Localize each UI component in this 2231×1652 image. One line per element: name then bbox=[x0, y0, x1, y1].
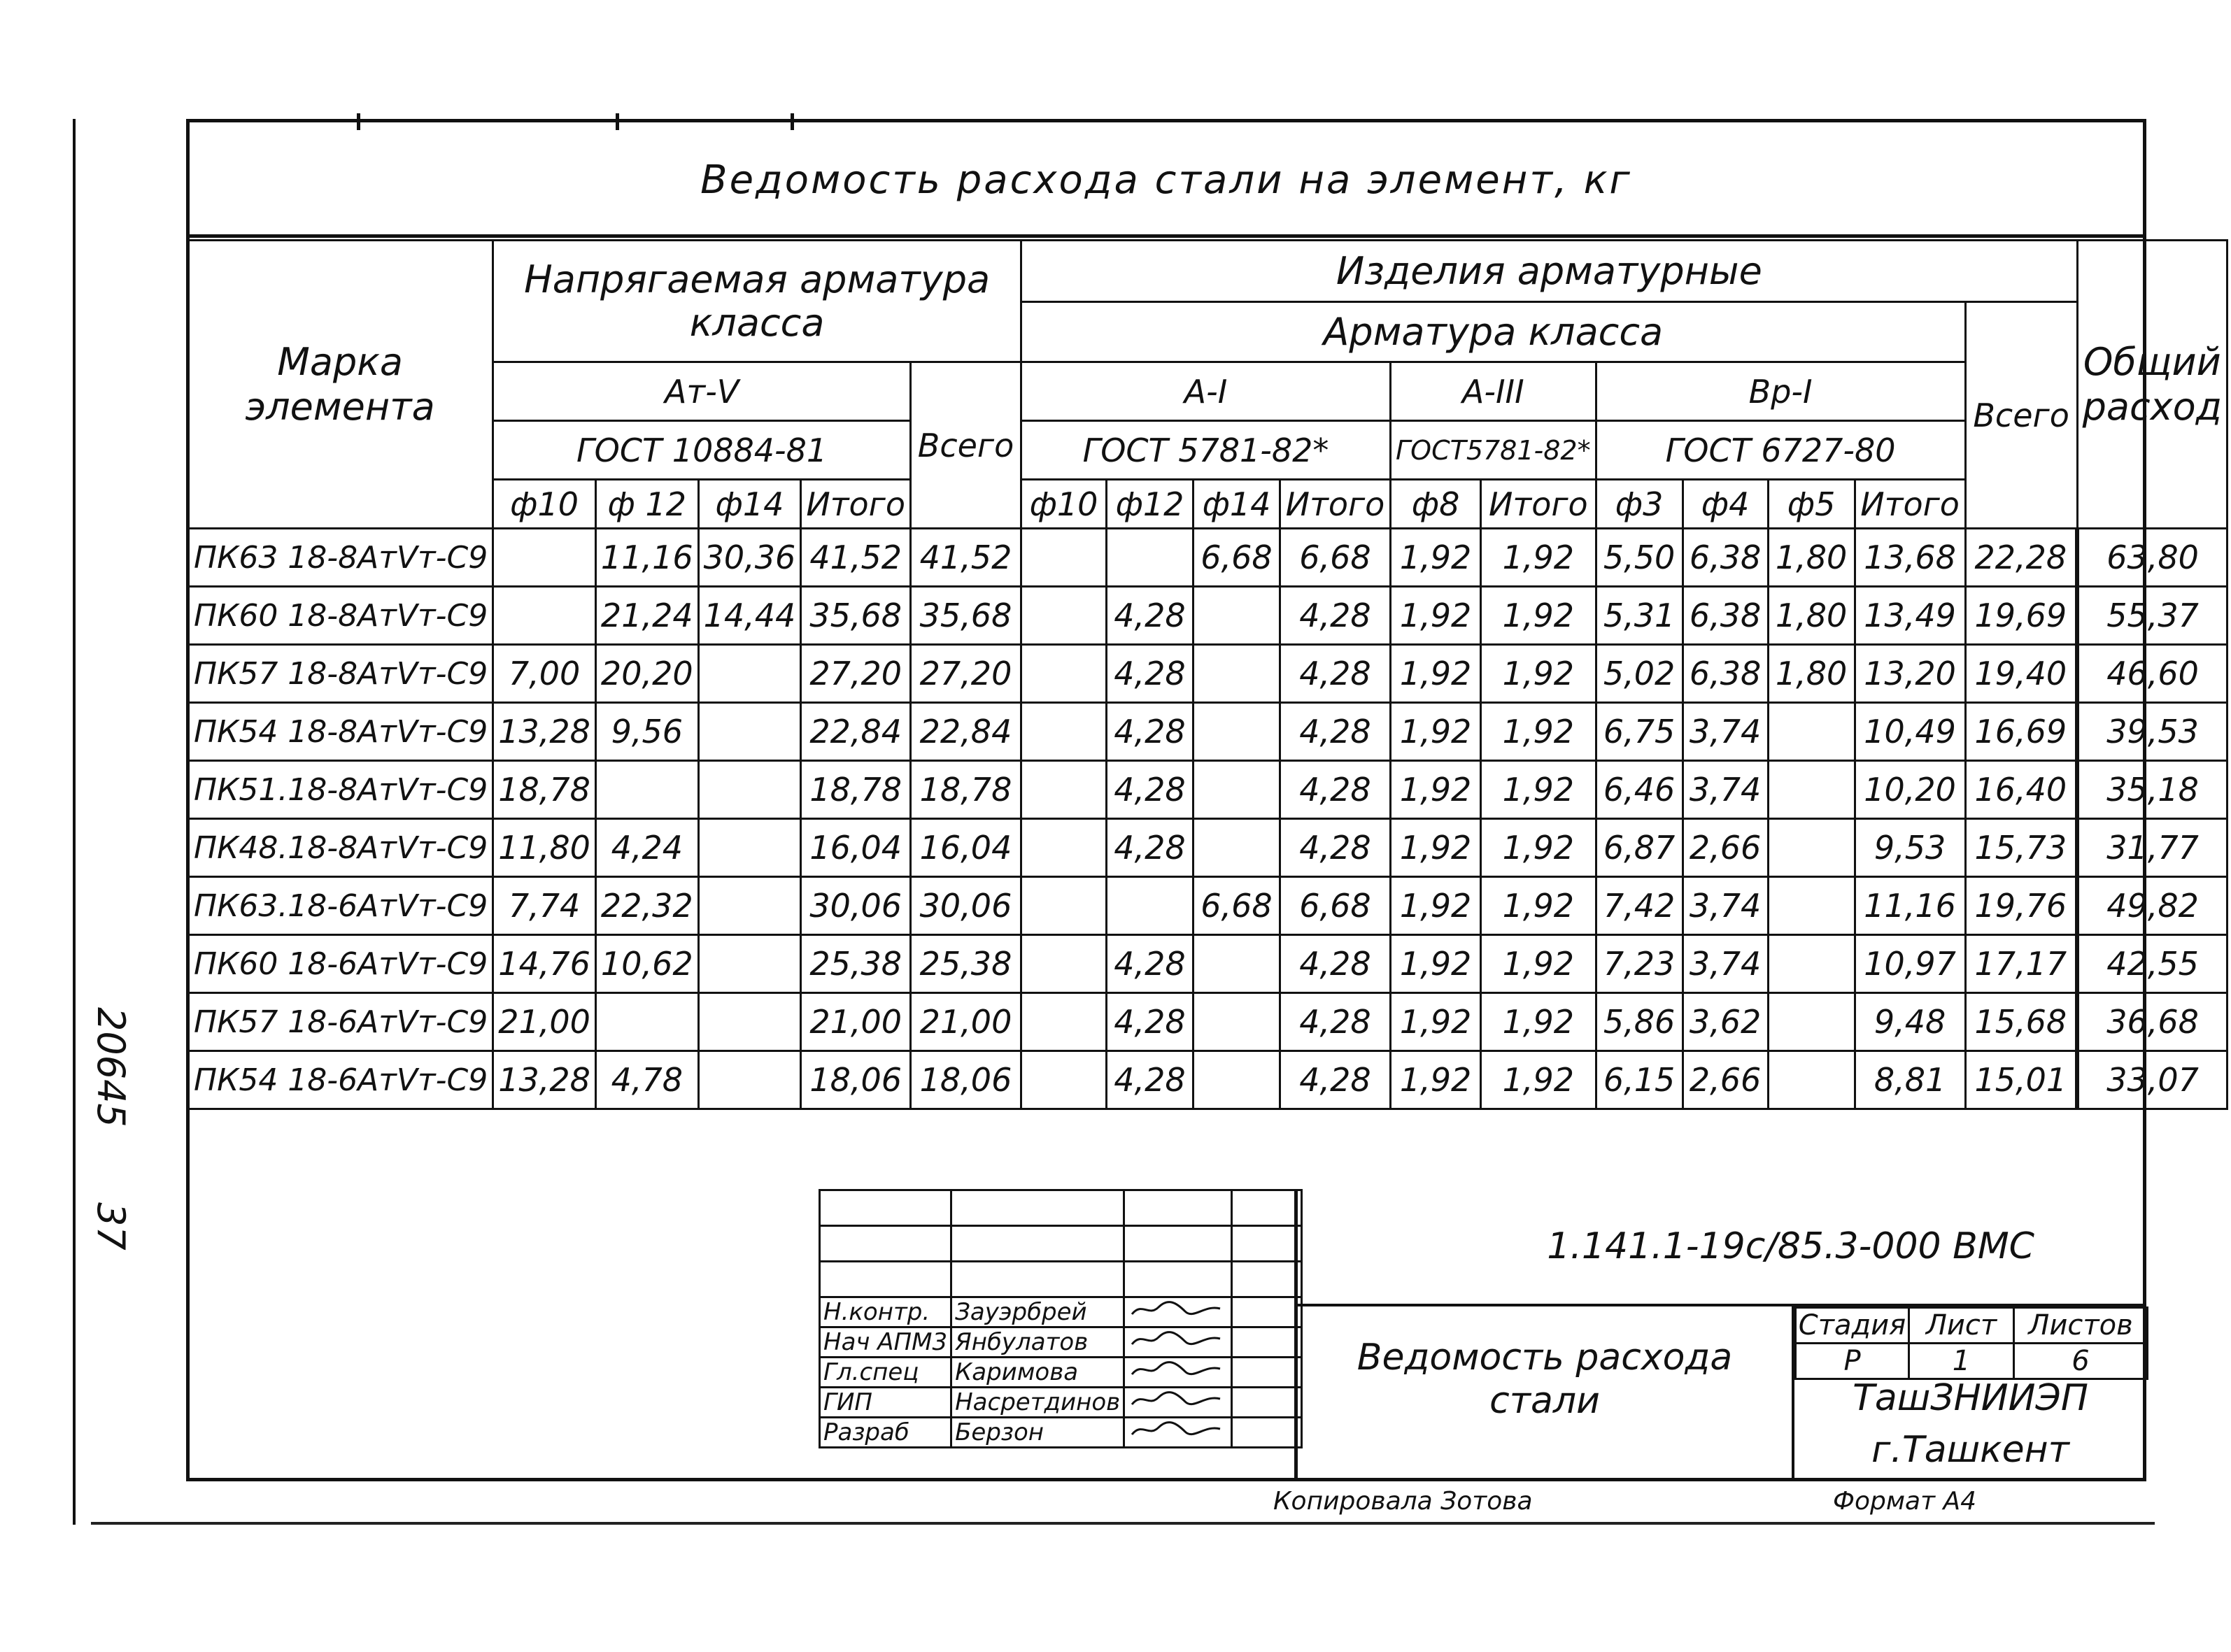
cell-value: 11,80 bbox=[493, 819, 596, 877]
cell-value: 4,28 bbox=[1107, 761, 1194, 819]
cell-value: 5,31 bbox=[1596, 587, 1683, 645]
cell-value: 16,40 bbox=[1965, 761, 2077, 819]
table-title: Ведомость расхода стали на элемент, кг bbox=[186, 126, 2146, 238]
header-class-aiii: А-III bbox=[1391, 362, 1596, 421]
cell-value bbox=[1768, 703, 1855, 761]
cell-value: 18,06 bbox=[911, 1051, 1021, 1109]
margin-line bbox=[73, 119, 76, 1525]
cell-value: 1,92 bbox=[1481, 529, 1596, 587]
cell-value: 13,49 bbox=[1855, 587, 1965, 645]
cell-value: 5,50 bbox=[1596, 529, 1683, 587]
header-tensioned-total: Всего bbox=[911, 362, 1021, 529]
cell-value: 2,66 bbox=[1683, 1051, 1768, 1109]
cell-value bbox=[1768, 1051, 1855, 1109]
cell-value: 1,92 bbox=[1481, 761, 1596, 819]
cell-value bbox=[698, 1051, 801, 1109]
stage-label: Стадия bbox=[1796, 1308, 1909, 1344]
cell-value: 5,86 bbox=[1596, 993, 1683, 1051]
cell-value: 18,78 bbox=[911, 761, 1021, 819]
header-gost-atv: ГОСТ 10884-81 bbox=[493, 421, 911, 480]
cell-value: 25,38 bbox=[911, 935, 1021, 993]
cell-value: 8,81 bbox=[1855, 1051, 1965, 1109]
cell-value bbox=[698, 703, 801, 761]
cell-value: 1,92 bbox=[1481, 993, 1596, 1051]
cell-value bbox=[1194, 819, 1280, 877]
cell-value: 11,16 bbox=[595, 529, 698, 587]
table-row bbox=[187, 935, 2228, 993]
cell-value: 6,68 bbox=[1194, 877, 1280, 935]
signature bbox=[1124, 1358, 1232, 1388]
cell-value: 27,20 bbox=[911, 645, 1021, 703]
cell-value: 1,92 bbox=[1391, 993, 1481, 1051]
cell-value: 3,74 bbox=[1683, 877, 1768, 935]
col-aiii-d8: ф8 bbox=[1391, 480, 1481, 529]
cell-value: 6,68 bbox=[1280, 529, 1391, 587]
cell-value: 1,92 bbox=[1481, 877, 1596, 935]
cell-value: 1,92 bbox=[1391, 703, 1481, 761]
cell-value: 1,92 bbox=[1391, 645, 1481, 703]
cell-value: 9,56 bbox=[595, 703, 698, 761]
cell-value: 16,69 bbox=[1965, 703, 2077, 761]
cell-value: 7,42 bbox=[1596, 877, 1683, 935]
signature bbox=[1124, 1388, 1232, 1418]
stamp-blank-row bbox=[820, 1262, 1302, 1297]
organization-name: ТашЗНИИЭП bbox=[1853, 1377, 2088, 1419]
cell-value bbox=[1768, 877, 1855, 935]
cell-value: 30,06 bbox=[801, 877, 911, 935]
element-mark: ПК48.18-8АтVт-С9 bbox=[187, 819, 493, 877]
cell-value: 3,74 bbox=[1683, 761, 1768, 819]
cell-value: 1,92 bbox=[1391, 877, 1481, 935]
element-mark: ПК60 18-6АтVт-С9 bbox=[187, 935, 493, 993]
stamp-cell bbox=[951, 1226, 1124, 1262]
cell-value: 14,76 bbox=[493, 935, 596, 993]
cell-value: 1,92 bbox=[1391, 935, 1481, 993]
col-ai-subtotal: Итого bbox=[1280, 480, 1391, 529]
cell-value: 33,07 bbox=[2077, 1051, 2227, 1109]
cell-value: 63,80 bbox=[2077, 529, 2227, 587]
cell-value: 16,04 bbox=[801, 819, 911, 877]
cell-value bbox=[1768, 993, 1855, 1051]
cell-value: 21,00 bbox=[911, 993, 1021, 1051]
stamp-name: Насретдинов bbox=[951, 1388, 1124, 1418]
header-gost-ai: ГОСТ 5781-82* bbox=[1021, 421, 1391, 480]
copied-by: Копировала Зотова bbox=[1273, 1487, 1533, 1516]
stamp-blank-row bbox=[820, 1190, 1302, 1226]
cell-value: 6,46 bbox=[1596, 761, 1683, 819]
stamp-date bbox=[1232, 1388, 1302, 1418]
cell-value: 19,40 bbox=[1965, 645, 2077, 703]
sheets-label: Листов bbox=[2014, 1308, 2148, 1344]
header-gost-bpi: ГОСТ 6727-80 bbox=[1596, 421, 1965, 480]
cell-value: 4,28 bbox=[1280, 935, 1391, 993]
stamp-date bbox=[1232, 1418, 1302, 1448]
cell-value: 21,00 bbox=[801, 993, 911, 1051]
stamp-cell bbox=[820, 1226, 951, 1262]
cell-value: 1,80 bbox=[1768, 645, 1855, 703]
table-row bbox=[187, 993, 2228, 1051]
cell-value bbox=[698, 935, 801, 993]
header-total-consumption: Общий расход bbox=[2077, 241, 2227, 529]
cell-value: 4,28 bbox=[1280, 819, 1391, 877]
cell-value bbox=[1021, 935, 1107, 993]
cell-value: 1,92 bbox=[1391, 1051, 1481, 1109]
element-mark: ПК63.18-6АтVт-С9 bbox=[187, 877, 493, 935]
cell-value: 4,28 bbox=[1280, 703, 1391, 761]
element-mark: ПК60 18-8АтVт-С9 bbox=[187, 587, 493, 645]
header-tensioned: Напрягаемая арматура класса bbox=[493, 241, 1021, 362]
col-atv-d10: ф10 bbox=[493, 480, 596, 529]
stamp-cell bbox=[1232, 1190, 1302, 1226]
element-mark: ПК51.18-8АтVт-С9 bbox=[187, 761, 493, 819]
sheet-label: Лист bbox=[1909, 1308, 2014, 1344]
col-bpi-d3: ф3 bbox=[1596, 480, 1683, 529]
cell-value: 4,28 bbox=[1280, 645, 1391, 703]
stamp-cell bbox=[951, 1190, 1124, 1226]
signature-block bbox=[819, 1189, 1303, 1448]
cell-value: 6,75 bbox=[1596, 703, 1683, 761]
cell-value: 4,28 bbox=[1280, 761, 1391, 819]
cell-value: 7,74 bbox=[493, 877, 596, 935]
element-mark: ПК54 18-6АтVт-С9 bbox=[187, 1051, 493, 1109]
cell-value: 19,76 bbox=[1965, 877, 2077, 935]
cell-value bbox=[1194, 645, 1280, 703]
stamp-role: Нач АПМ3 bbox=[820, 1327, 951, 1358]
cell-value: 4,28 bbox=[1107, 645, 1194, 703]
document-title-line-1: Ведомость расхода bbox=[1357, 1337, 1733, 1379]
cell-value bbox=[1021, 819, 1107, 877]
header-rebar-class: Арматура класса bbox=[1021, 302, 1966, 362]
col-atv-d12: ф 12 bbox=[595, 480, 698, 529]
cell-value: 4,28 bbox=[1107, 703, 1194, 761]
document-title bbox=[1294, 1306, 1794, 1481]
table-row bbox=[187, 587, 2228, 645]
cell-value: 1,92 bbox=[1481, 1051, 1596, 1109]
cell-value: 4,24 bbox=[595, 819, 698, 877]
cell-value bbox=[1768, 819, 1855, 877]
stamp-date bbox=[1232, 1327, 1302, 1358]
cell-value: 20,20 bbox=[595, 645, 698, 703]
cell-value bbox=[1021, 703, 1107, 761]
stamp-name: Зауэрбрей bbox=[951, 1297, 1124, 1327]
cell-value bbox=[1194, 761, 1280, 819]
organization-city: г.Ташкент bbox=[1871, 1429, 2069, 1471]
stamp-row bbox=[820, 1388, 1302, 1418]
table-row bbox=[187, 819, 2228, 877]
cell-value bbox=[595, 993, 698, 1051]
cell-value: 1,92 bbox=[1391, 587, 1481, 645]
header-class-atv: Ат-V bbox=[493, 362, 911, 421]
signature bbox=[1124, 1327, 1232, 1358]
cell-value bbox=[1021, 587, 1107, 645]
cell-value bbox=[1021, 877, 1107, 935]
side-archive-number bbox=[89, 1007, 133, 1313]
cell-value: 2,66 bbox=[1683, 819, 1768, 877]
stamp-row bbox=[820, 1358, 1302, 1388]
cell-value: 46,60 bbox=[2077, 645, 2227, 703]
cell-value bbox=[1194, 587, 1280, 645]
bottom-line bbox=[91, 1522, 2155, 1525]
element-mark: ПК57 18-8АтVт-С9 bbox=[187, 645, 493, 703]
element-mark: ПК54 18-8АтVт-С9 bbox=[187, 703, 493, 761]
cell-value: 16,04 bbox=[911, 819, 1021, 877]
cell-value: 21,24 bbox=[595, 587, 698, 645]
cell-value: 30,36 bbox=[698, 529, 801, 587]
col-atv-d14: ф14 bbox=[698, 480, 801, 529]
stamp-cell bbox=[1232, 1262, 1302, 1297]
cell-value bbox=[698, 993, 801, 1051]
cell-value: 1,92 bbox=[1391, 819, 1481, 877]
cell-value: 6,15 bbox=[1596, 1051, 1683, 1109]
header-products: Изделия арматурные bbox=[1021, 241, 2078, 302]
cell-value: 22,32 bbox=[595, 877, 698, 935]
cell-value: 4,28 bbox=[1107, 1051, 1194, 1109]
stamp-cell bbox=[951, 1262, 1124, 1297]
cell-value: 18,78 bbox=[801, 761, 911, 819]
table-row bbox=[187, 877, 2228, 935]
cell-value: 3,62 bbox=[1683, 993, 1768, 1051]
cell-value: 6,87 bbox=[1596, 819, 1683, 877]
cell-value: 49,82 bbox=[2077, 877, 2227, 935]
cell-value: 14,44 bbox=[698, 587, 801, 645]
document-title-line-2: стали bbox=[1489, 1380, 1600, 1422]
document-code: 1.141.1-19с/85.3-000 ВМС bbox=[1294, 1189, 2146, 1306]
stamp-role: Гл.спец bbox=[820, 1358, 951, 1388]
cell-value bbox=[1021, 761, 1107, 819]
cell-value: 1,92 bbox=[1481, 935, 1596, 993]
cell-value: 1,80 bbox=[1768, 587, 1855, 645]
cell-value: 41,52 bbox=[801, 529, 911, 587]
cell-value: 4,28 bbox=[1107, 993, 1194, 1051]
stamp-name: Каримова bbox=[951, 1358, 1124, 1388]
cell-value bbox=[1021, 645, 1107, 703]
stamp-cell bbox=[1124, 1262, 1232, 1297]
cell-value: 15,01 bbox=[1965, 1051, 2077, 1109]
stamp-name: Янбулатов bbox=[951, 1327, 1124, 1358]
stamp-cell bbox=[820, 1190, 951, 1226]
cell-value: 25,38 bbox=[801, 935, 911, 993]
cell-value bbox=[1021, 993, 1107, 1051]
cell-value bbox=[698, 645, 801, 703]
cell-value: 10,97 bbox=[1855, 935, 1965, 993]
cell-value bbox=[493, 587, 596, 645]
table-row bbox=[187, 761, 2228, 819]
cell-value: 10,20 bbox=[1855, 761, 1965, 819]
cell-value: 22,84 bbox=[801, 703, 911, 761]
cell-value: 17,17 bbox=[1965, 935, 2077, 993]
cell-value: 6,68 bbox=[1280, 877, 1391, 935]
cell-value bbox=[1194, 993, 1280, 1051]
cell-value: 13,28 bbox=[493, 703, 596, 761]
steel-consumption-table bbox=[186, 239, 2228, 1110]
archive-page: 37 bbox=[89, 1202, 133, 1251]
cell-value bbox=[1194, 935, 1280, 993]
cell-value: 1,92 bbox=[1391, 529, 1481, 587]
cell-value: 3,74 bbox=[1683, 703, 1768, 761]
cell-value: 7,23 bbox=[1596, 935, 1683, 993]
cell-value: 22,28 bbox=[1965, 529, 2077, 587]
cell-value bbox=[1768, 761, 1855, 819]
cell-value: 55,37 bbox=[2077, 587, 2227, 645]
cell-value bbox=[595, 761, 698, 819]
cell-value: 1,92 bbox=[1391, 761, 1481, 819]
cell-value bbox=[698, 819, 801, 877]
archive-number: 20645 bbox=[89, 1007, 133, 1127]
cell-value: 27,20 bbox=[801, 645, 911, 703]
cell-value bbox=[698, 761, 801, 819]
cell-value bbox=[1768, 935, 1855, 993]
stamp-role: ГИП bbox=[820, 1388, 951, 1418]
organization bbox=[1794, 1372, 2146, 1481]
cell-value: 6,68 bbox=[1194, 529, 1280, 587]
cell-value bbox=[1194, 703, 1280, 761]
stamp-role: Разраб bbox=[820, 1418, 951, 1448]
cell-value: 9,53 bbox=[1855, 819, 1965, 877]
cell-value: 35,68 bbox=[801, 587, 911, 645]
stamp-row bbox=[820, 1418, 1302, 1448]
cell-value bbox=[1107, 529, 1194, 587]
cell-value bbox=[1107, 877, 1194, 935]
cell-value: 30,06 bbox=[911, 877, 1021, 935]
cell-value: 4,28 bbox=[1280, 1051, 1391, 1109]
cell-value: 18,78 bbox=[493, 761, 596, 819]
cell-value: 1,92 bbox=[1481, 645, 1596, 703]
cell-value: 22,84 bbox=[911, 703, 1021, 761]
cell-value: 21,00 bbox=[493, 993, 596, 1051]
cell-value: 35,68 bbox=[911, 587, 1021, 645]
stamp-cell bbox=[1124, 1226, 1232, 1262]
cell-value: 11,16 bbox=[1855, 877, 1965, 935]
cell-value bbox=[698, 877, 801, 935]
header-class-ai: А-I bbox=[1021, 362, 1391, 421]
cell-value bbox=[1021, 529, 1107, 587]
cell-value: 31,77 bbox=[2077, 819, 2227, 877]
cell-value: 13,20 bbox=[1855, 645, 1965, 703]
header-gost-aiii: ГОСТ5781-82* bbox=[1391, 421, 1596, 480]
table-row bbox=[187, 529, 2228, 587]
cell-value bbox=[1021, 1051, 1107, 1109]
cell-value bbox=[493, 529, 596, 587]
stamp-blank-row bbox=[820, 1226, 1302, 1262]
cell-value: 1,80 bbox=[1768, 529, 1855, 587]
cell-value: 5,02 bbox=[1596, 645, 1683, 703]
cell-value: 15,68 bbox=[1965, 993, 2077, 1051]
cell-value: 10,49 bbox=[1855, 703, 1965, 761]
sheet-value: 1 bbox=[1909, 1344, 2014, 1379]
cell-value: 6,38 bbox=[1683, 587, 1768, 645]
cell-value: 41,52 bbox=[911, 529, 1021, 587]
cell-value: 1,92 bbox=[1481, 587, 1596, 645]
cell-value: 13,68 bbox=[1855, 529, 1965, 587]
col-ai-d14: ф14 bbox=[1194, 480, 1280, 529]
stamp-row bbox=[820, 1327, 1302, 1358]
cell-value: 3,74 bbox=[1683, 935, 1768, 993]
stamp-date bbox=[1232, 1358, 1302, 1388]
header-class-bpi: Вр-I bbox=[1596, 362, 1965, 421]
cell-value: 4,28 bbox=[1280, 993, 1391, 1051]
cell-value: 6,38 bbox=[1683, 529, 1768, 587]
cell-value: 4,28 bbox=[1107, 819, 1194, 877]
header-products-total: Всего bbox=[1965, 302, 2077, 529]
table-row bbox=[187, 645, 2228, 703]
cell-value: 35,18 bbox=[2077, 761, 2227, 819]
cell-value: 42,55 bbox=[2077, 935, 2227, 993]
signature bbox=[1124, 1297, 1232, 1327]
cell-value: 10,62 bbox=[595, 935, 698, 993]
stamp-name: Берзон bbox=[951, 1418, 1124, 1448]
cell-value: 4,28 bbox=[1280, 587, 1391, 645]
cell-value: 7,00 bbox=[493, 645, 596, 703]
col-bpi-d5: ф5 bbox=[1768, 480, 1855, 529]
cell-value: 13,28 bbox=[493, 1051, 596, 1109]
cell-value: 39,53 bbox=[2077, 703, 2227, 761]
cell-value: 18,06 bbox=[801, 1051, 911, 1109]
cell-value: 19,69 bbox=[1965, 587, 2077, 645]
stamp-cell bbox=[1124, 1190, 1232, 1226]
cell-value: 4,78 bbox=[595, 1051, 698, 1109]
sheet-format: Формат А4 bbox=[1833, 1487, 1977, 1516]
table-row bbox=[187, 703, 2228, 761]
stage-sheet-table bbox=[1794, 1306, 2148, 1380]
cell-value: 9,48 bbox=[1855, 993, 1965, 1051]
cell-value bbox=[1194, 1051, 1280, 1109]
col-ai-d12: ф12 bbox=[1107, 480, 1194, 529]
sheets-value: 6 bbox=[2014, 1344, 2148, 1379]
col-bpi-d4: ф4 bbox=[1683, 480, 1768, 529]
cell-value: 6,38 bbox=[1683, 645, 1768, 703]
col-bpi-subtotal: Итого bbox=[1855, 480, 1965, 529]
cell-value: 4,28 bbox=[1107, 587, 1194, 645]
cell-value: 15,73 bbox=[1965, 819, 2077, 877]
table-row bbox=[187, 1051, 2228, 1109]
cell-value: 4,28 bbox=[1107, 935, 1194, 993]
col-atv-subtotal: Итого bbox=[801, 480, 911, 529]
element-mark: ПК57 18-6АтVт-С9 bbox=[187, 993, 493, 1051]
cell-value: 1,92 bbox=[1481, 703, 1596, 761]
signature bbox=[1124, 1418, 1232, 1448]
cell-value: 1,92 bbox=[1481, 819, 1596, 877]
cell-value: 36,68 bbox=[2077, 993, 2227, 1051]
stamp-cell bbox=[1232, 1226, 1302, 1262]
stage-value: Р bbox=[1796, 1344, 1909, 1379]
stamp-date bbox=[1232, 1297, 1302, 1327]
element-mark: ПК63 18-8АтVт-С9 bbox=[187, 529, 493, 587]
col-ai-d10: ф10 bbox=[1021, 480, 1107, 529]
stamp-role: Н.контр. bbox=[820, 1297, 951, 1327]
stamp-cell bbox=[820, 1262, 951, 1297]
col-aiii-subtotal: Итого bbox=[1481, 480, 1596, 529]
stamp-row bbox=[820, 1297, 1302, 1327]
header-mark: Марка элемента bbox=[187, 241, 493, 529]
